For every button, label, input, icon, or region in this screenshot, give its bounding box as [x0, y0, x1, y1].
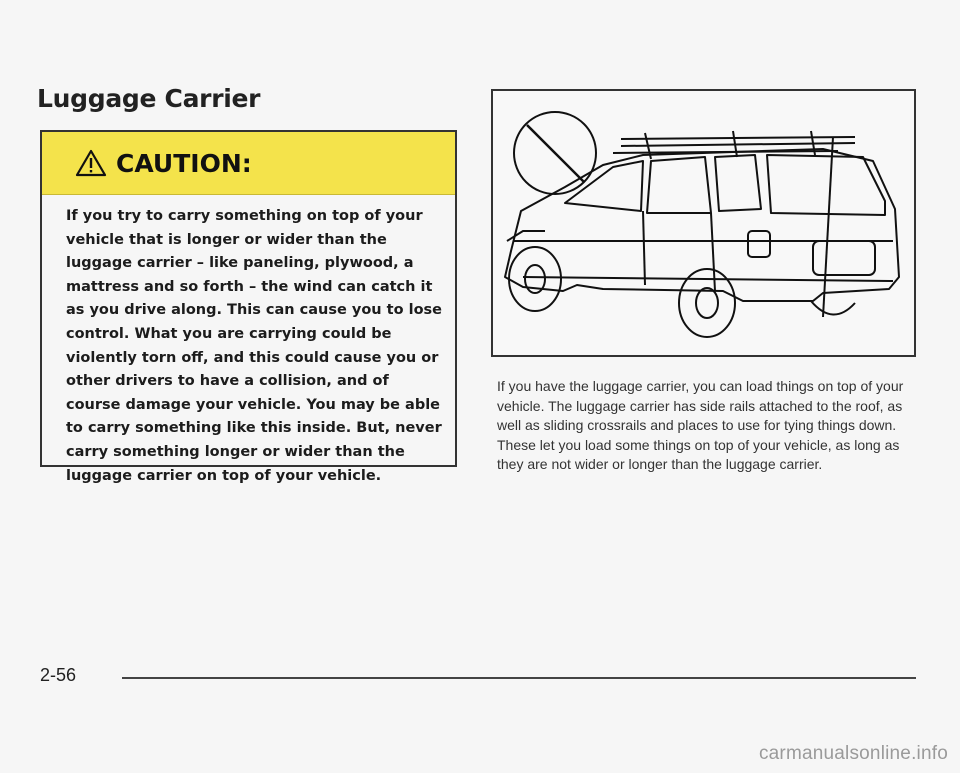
minivan-with-luggage-carrier-image: [493, 91, 914, 355]
caution-box: [40, 130, 457, 484]
watermark-text: carmanualsonline.info: [758, 743, 948, 764]
caution-text: If you try to carry something on top of your vehicle that is longer or wider than the luggage carrier – like paneling, plywood, a mattress and so forth – the wind can catch it as you drive along. This can cause you to lose control. What you are carrying could be violently torn off, and this could cause you or other drivers to have a collision, and of course damage your vehicle. You may be able to carry something like this inside. But, never carry something longer or wider than the luggage carrier on top of your vehicle.: [66, 208, 443, 484]
front-wheel: [509, 247, 561, 311]
prohibition-icon: [514, 112, 596, 194]
far-rear-wheel: [811, 301, 855, 315]
section-title: Luggage Carrier: [37, 84, 261, 113]
page-number: 2-56: [40, 665, 77, 685]
luggage-carrier-illustration: [491, 89, 916, 357]
footer-rule: [122, 677, 916, 679]
body-paragraph: If you have the luggage carrier, you can load things on top of your vehicle. The luggage carrier has side rails attached to the roof, as well as sliding crossrails and places to use for tying things down. These let you load some things on top of your vehicle, as long as they are not wider or longer than the luggage carrier.: [497, 378, 904, 473]
warning-triangle-icon: [74, 148, 108, 178]
caution-header: [42, 132, 455, 195]
caution-heading: CAUTION:: [116, 148, 252, 178]
